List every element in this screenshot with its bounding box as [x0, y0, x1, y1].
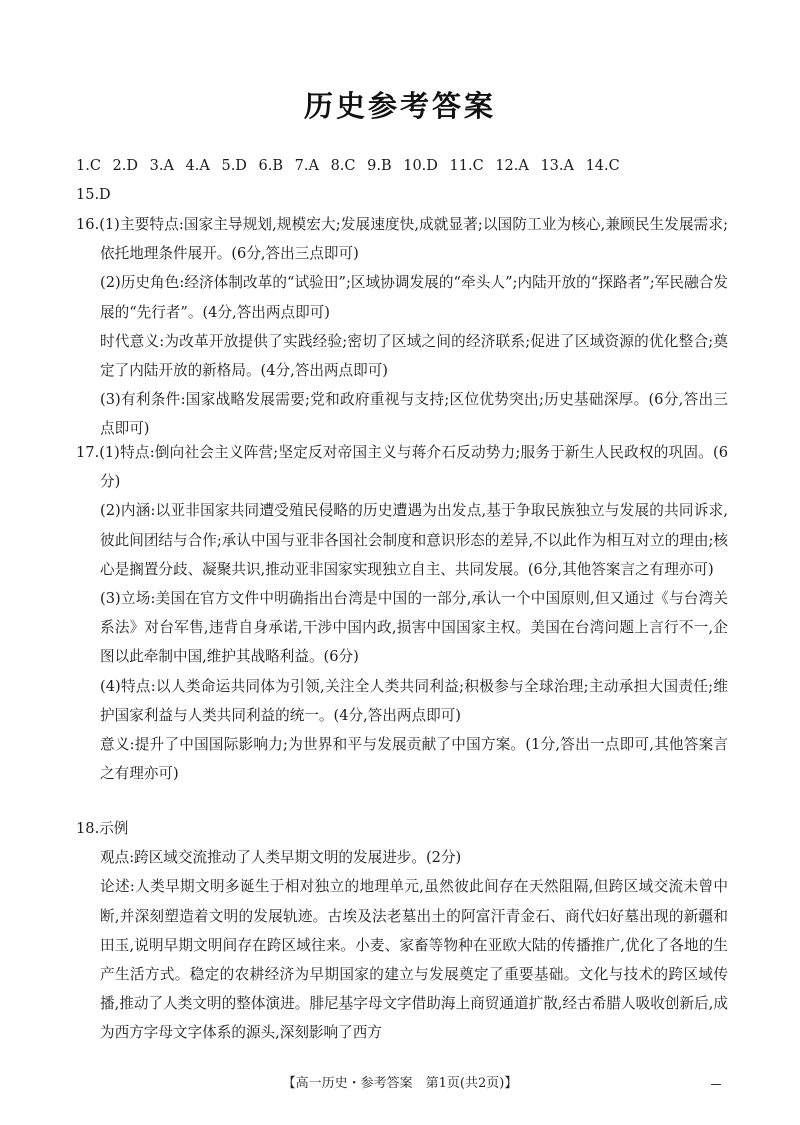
mc-answer: 9.B — [367, 158, 392, 174]
mc-answer: 2.D — [112, 158, 139, 174]
mc-answer: 12.A — [495, 158, 529, 174]
q16-part1: 16.(1)主要特点:国家主导规划,规模宏大;发展速度快,成就显著;以国防工业为核心,兼顾民生发展需求;依托地理条件展开。(6分,答出三点即可) — [76, 216, 728, 263]
q17-part1: 17.(1)特点:倒向社会主义阵营;坚定反对帝国主义与蒋介石反动势力;服务于新生人民政权的巩固。(6分) — [76, 444, 728, 491]
q17-part3: (3)立场:美国在官方文件中明确指出台湾是中国的一部分,承认一个中国原则,但又通过《与台湾关系法》对台军售,违背自身承诺,干涉中国内政,损害中国国家主权。美国在台湾问题上言行不一,企图以此牵制中国,维护其战略利益。(6分) — [100, 590, 728, 666]
q17-significance: 意义:提升了中国国际影响力;为世界和平与发展贡献了中国方案。(1分,答出一点即可,其他答案言之有理亦可) — [100, 736, 728, 783]
q16-significance: 时代意义:为改革开放提供了实践经验;密切了区域之间的经济联系;促进了区域资源的优化整合;奠定了内陆开放的新格局。(4分,答出两点即可) — [100, 332, 728, 380]
mc-answer: 5.D — [221, 158, 247, 174]
page-title: 历史参考答案 — [303, 89, 496, 123]
mc-answer: 10.D — [403, 158, 438, 174]
mc-answers-row-1 — [76, 158, 736, 174]
q17-part4: (4)特点:以人类命运共同体为引领,关注全人类共同利益;积极参与全球治理;主动承担大国责任;维护国家利益与人类共同利益的统一。(4分,答出两点即可) — [100, 677, 728, 724]
question-17 — [76, 438, 728, 788]
question-18 — [76, 814, 728, 1048]
mc-answer: 7.A — [294, 158, 319, 174]
mc-answer: 1.C — [76, 158, 101, 174]
q16-part2: (2)历史角色:经济体制改革的“试验田”;区域协调发展的“牵头人”;内陆开放的“探路者”;军民融合发展的“先行者”。(4分,答出两点即可) — [100, 274, 728, 321]
q18-argument: 论述:人类早期文明多诞生于相对独立的地理单元,虽然彼此间存在天然阻隔,但跨区域交流未曾中断,并深刻塑造着文明的发展轨迹。古埃及法老墓出土的阿富汗青金石、商代妇好墓出现的新疆和田玉,说明早期文明间存在跨区域往来。小麦、家畜等物种在亚欧大陆的传播推广,优化了各地的生产生活方式。稳定的农耕经济为早期国家的建立与发展奠定了重要基础。文化与技术的跨区域传播,推动了人类文明的整体演进。腓尼基字母文字借助海上商贸通道扩散,经古希腊人吸收创新后,成为西方字母文字体系的源头,深刻影响了西方 — [100, 878, 728, 1042]
mc-answer: 15.D — [76, 187, 111, 203]
mc-answer: 8.C — [330, 158, 356, 174]
mc-answers-row-2 — [76, 187, 736, 203]
question-16 — [76, 210, 728, 444]
q18-heading: 18.示例 — [76, 820, 129, 837]
page-footer: 【高一历史・参考答案 第1页(共2页)】 — [282, 1076, 518, 1091]
mc-answer: 13.A — [540, 158, 574, 174]
q16-part3: (3)有利条件:国家战略发展需要;党和政府重视与支持;区位优势突出;历史基础深厚。(6分,答出三点即可) — [100, 391, 728, 438]
mc-answer: 3.A — [149, 158, 174, 174]
mc-answer: 11.C — [449, 158, 484, 174]
q18-viewpoint: 观点:跨区域交流推动了人类早期文明的发展进步。(2分) — [100, 849, 462, 867]
q17-part2: (2)内涵:以亚非国家共同遭受殖民侵略的历史遭遇为出发点,基于争取民族独立与发展的共同诉求,彼此间团结与合作;承认中国与亚非各国社会制度和意识形态的差异,不以此作为相互对立的理由;核心是搁置分歧、凝聚共识,推动亚非国家实现独立自主、共同发展。(6分,其他答案言之有理亦可) — [100, 502, 728, 578]
mc-answer: 6.B — [258, 158, 284, 174]
footer-dash — [711, 1084, 721, 1085]
mc-answer: 14.C — [585, 158, 620, 174]
mc-answer: 4.A — [185, 158, 210, 174]
